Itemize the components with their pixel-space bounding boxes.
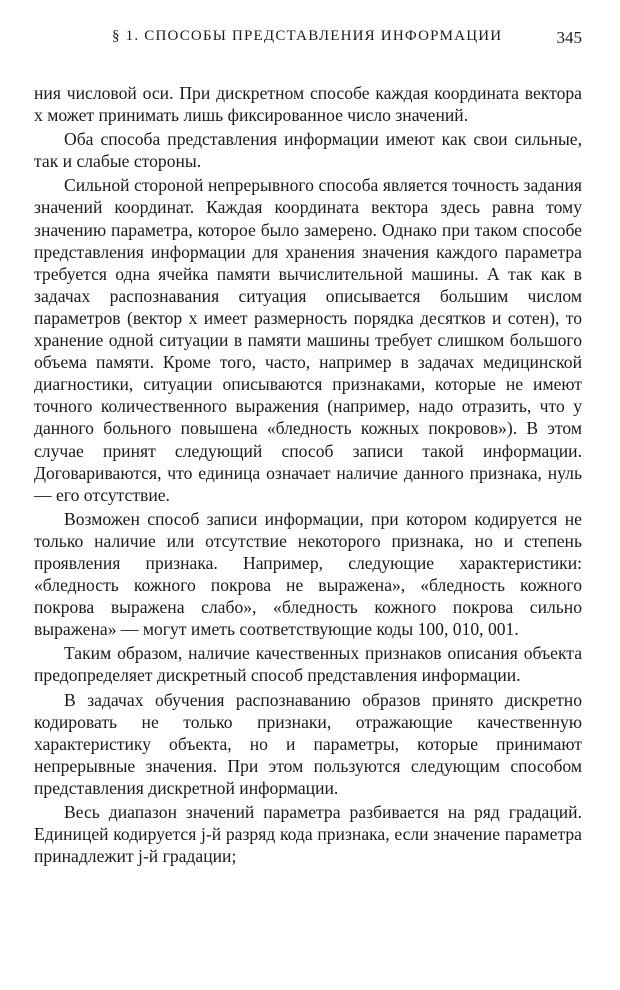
paragraph-4: Возможен способ записи информации, при котором кодируется не только наличие или отсутствие некоторого признака, но и степень проявления признака. Например, следующие характеристики: «бледность кожного покрова не выражена», «бледность кожного покрова выражена слабо», «бледность кожного покрова сильно выражена» — могут иметь соответствующие коды 100, 010, 001. — [34, 508, 582, 640]
page-header — [0, 28, 620, 52]
body-text — [34, 82, 582, 869]
paragraph-7: Весь диапазон значений параметра разбивается на ряд градаций. Единицей кодируется j-й разряд кода признака, если значение параметра принадлежит j-й градации; — [34, 802, 582, 867]
paragraph-1: ния числовой оси. При дискретном способе каждая координата вектора x может принимать лишь фиксированное число значений. — [34, 83, 582, 126]
running-head: § 1. СПОСОБЫ ПРЕДСТАВЛЕНИЯ ИНФОРМАЦИИ — [112, 28, 503, 44]
paragraph-5: Таким образом, наличие качественных признаков описания объекта предопределяет дискретный способ представления информации. — [34, 643, 582, 686]
page-number: 345 — [556, 28, 582, 47]
paragraph-2: Оба способа представления информации имеют как свои сильные, так и слабые стороны. — [34, 129, 582, 172]
paragraph-3: Сильной стороной непрерывного способа является точность задания значений координат. Каждая координата вектора здесь равна тому значению параметра, которое было замерено. Однако при таком способе представления информации для хранения значения каждого параметра требуется одна ячейка памяти вычислительной машины. А так как в задачах распознавания ситуация описывается большим числом параметров (вектор x имеет размерность порядка десятков и сотен), то хранение одной ситуации в памяти машины требует слишком большого объема памяти. Кроме того, часто, например в задачах медицинской диагностики, ситуации описываются признаками, которые не имеют точного количественного выражения (например, надо отразить, что у данного больного повышена «бледность кожных покровов»). В этом случае принят следующий способ записи такой информации. Договариваются, что единица означает наличие данного признака, нуль — его отсутствие. — [34, 175, 582, 505]
paragraph-6: В задачах обучения распознаванию образов принято дискретно кодировать не только признаки, отражающие качественную характеристику объекта, но и параметры, которые принимают непрерывные значения. При этом пользуются следующим способом представления дискретной информации. — [34, 689, 582, 798]
